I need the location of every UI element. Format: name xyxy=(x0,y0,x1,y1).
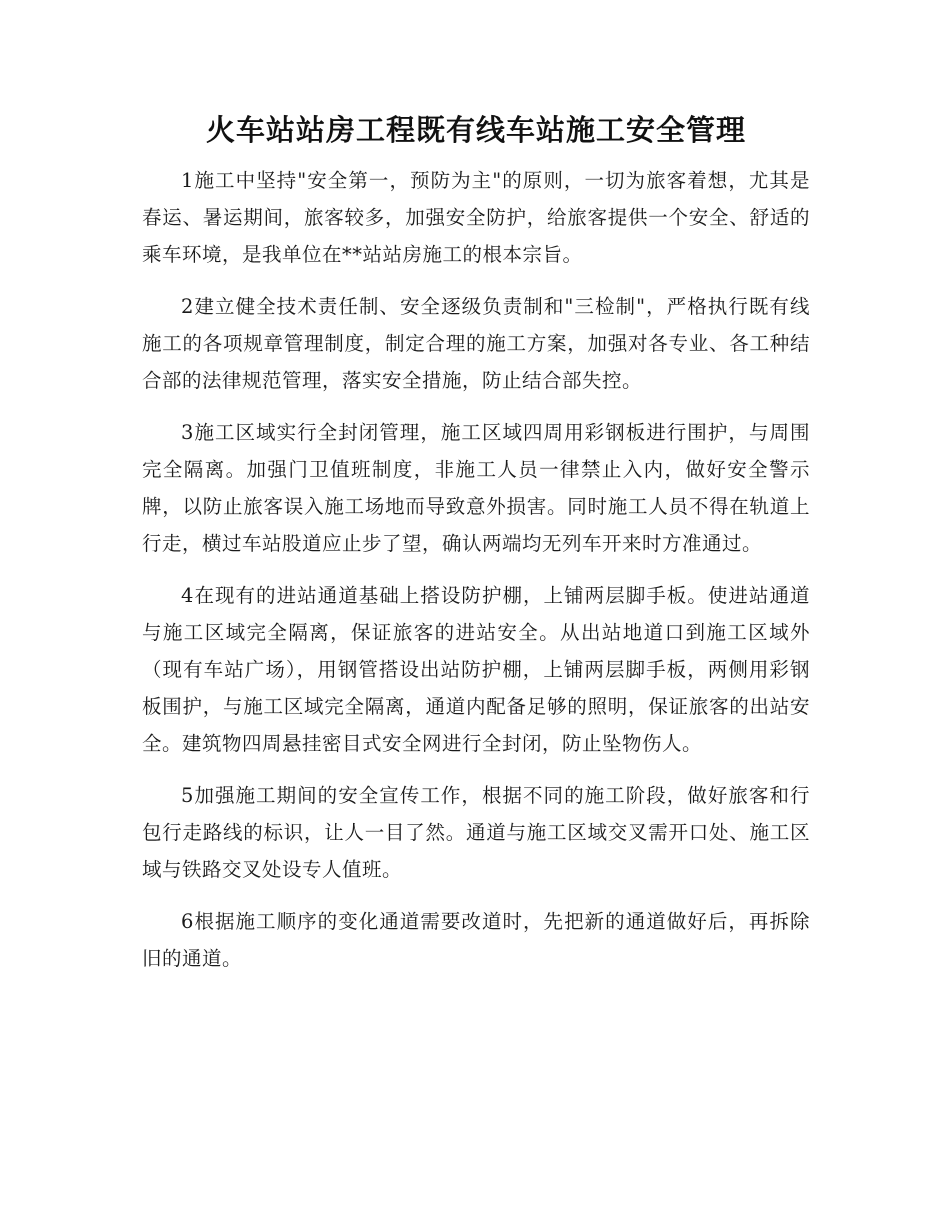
paragraph-5: 5加强施工期间的安全宣传工作，根据不同的施工阶段，做好旅客和行包行走路线的标识，让人一目了然。通道与施工区域交叉需开口处、施工区域与铁路交叉处设专人值班。 xyxy=(142,784,810,881)
document-title: 火车站站房工程既有线车站施工安全管理 xyxy=(205,113,746,147)
paragraph-4: 4在现有的进站通道基础上搭设防护棚，上铺两层脚手板。使进站通道与施工区域完全隔离，保证旅客的进站安全。从出站地道口到施工区域外（现有车站广场），用钢管搭设出站防护棚，上铺两层脚手板，两侧用彩钢板围护，与施工区域完全隔离，通道内配备足够的照明，保证旅客的出站安全。建筑物四周悬挂密目式安全网进行全封闭，防止坠物伤人。 xyxy=(142,584,810,755)
paragraph-2: 2建立健全技术责任制、安全逐级负责制和"三检制"，严格执行既有线施工的各项规章管理制度，制定合理的施工方案，加强对各专业、各工种结合部的法律规范管理，落实安全措施，防止结合部失控。 xyxy=(142,295,810,392)
paragraph-1: 1施工中坚持"安全第一，预防为主"的原则，一切为旅客着想，尤其是春运、暑运期间，旅客较多，加强安全防护，给旅客提供一个安全、舒适的乘车环境，是我单位在**站站房施工的根本宗旨。 xyxy=(142,169,810,266)
document-page xyxy=(142,108,810,992)
paragraph-3: 3施工区域实行全封闭管理，施工区域四周用彩钢板进行围护，与周围完全隔离。加强门卫值班制度，非施工人员一律禁止入内，做好安全警示牌，以防止旅客误入施工场地而导致意外损害。同时施工人员不得在轨道上行走，横过车站股道应止步了望，确认两端均无列车开来时方准通过。 xyxy=(142,421,810,555)
paragraph-6: 6根据施工顺序的变化通道需要改道时，先把新的通道做好后，再拆除旧的通道。 xyxy=(142,910,810,970)
